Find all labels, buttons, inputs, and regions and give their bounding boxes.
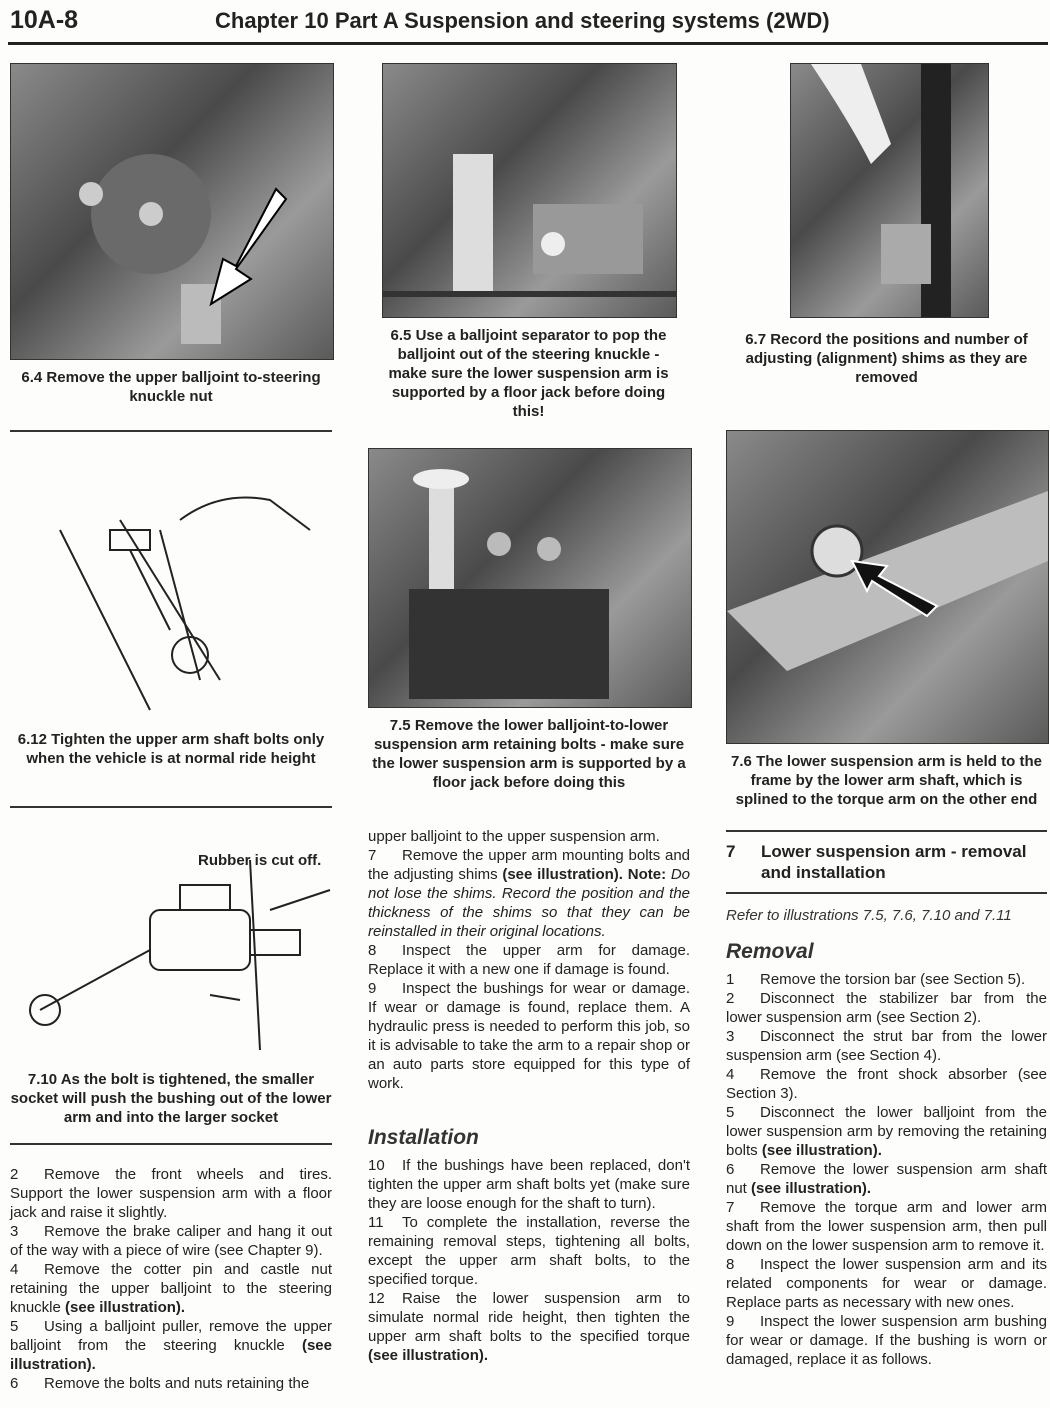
section-title: Lower suspension arm - removal and installation (761, 842, 1027, 882)
caption-7-6: 7.6 The lower suspension arm is held to the frame by the lower arm shaft, which is splined to the torque arm on the other end (731, 753, 1042, 808)
chapter-title: Chapter 10 Part A Suspension and steering systems (2WD) (215, 8, 830, 33)
text-span: 7 (368, 847, 377, 864)
caption-7-5: 7.5 Remove the lower balljoint-to-lower suspension arm retaining bolts - make sure the lower suspension arm is supported by a floor jack before doing this (372, 717, 686, 791)
divider (726, 892, 1047, 894)
text-span: (see illustration). (65, 1299, 186, 1316)
text-span: To complete the installation, reverse the remaining removal steps, tightening all bolts, except the upper arm shaft bolts, to the specified torque. (368, 1214, 690, 1288)
text-span: Note: (627, 866, 667, 883)
text-span: If the bushings have been replaced, don't tighten the upper arm shaft bolts yet (make sure they are loose enough for the shaft to turn). (368, 1157, 690, 1212)
text-span: 5 (10, 1318, 19, 1335)
text-span: Inspect the lower suspension arm bushing for wear or damage. If the bushing is worn or damaged, replace it as follows. (726, 1313, 1047, 1368)
text-span: Do not lose the shims. Record the position and the thickness of the shims so that they can be reinstalled in their original locations. (368, 866, 691, 940)
text-span: 1 (726, 971, 735, 988)
text-span: Disconnect the lower balljoint from the lower suspension arm by removing the retaining bolts (726, 1104, 1047, 1159)
header-rule (8, 42, 1048, 45)
text-span: 3 (10, 1223, 19, 1240)
text-span: 11 (368, 1214, 384, 1231)
text-span: 8 (368, 942, 377, 959)
photo-7-5 (368, 448, 692, 708)
text-span: (see illustration). (368, 1347, 489, 1364)
text-span: Remove the cotter pin and castle nut retaining the upper balljoint to the steering knuckle (10, 1261, 332, 1316)
caption-7-10: 7.10 As the bolt is tightened, the smaller socket will push the bushing out of the lower arm and into the larger socket (10, 1071, 332, 1126)
text-span: Inspect the bushings for wear or damage. If wear or damage is found, replace them. A hydraulic press is needed to perform this job, so it is advisable to take the arm to a repair shop or an auto parts store equipped for this type of work. (368, 980, 690, 1092)
divider (726, 830, 1047, 832)
text-span: 9 (368, 980, 377, 997)
caption-6-5: 6.5 Use a balljoint separator to pop the balljoint out of the steering knuckle - make sure the lower suspension arm is supported by a floor jack before doing this! (388, 327, 669, 420)
text-span: 3 (726, 1028, 735, 1045)
text-span: Remove the front wheels and tires. Support the lower suspension arm with a floor jack and raise it slightly. (10, 1166, 332, 1221)
text-span: Remove the upper arm mounting bolts and the adjusting shims (368, 847, 690, 883)
text-span: Inspect the upper arm for damage. Replace it with a new one if damage is found. (368, 942, 690, 978)
text-span: Disconnect the stabilizer bar from the lower suspension arm (see Section 2). (726, 990, 1047, 1026)
text-span: Inspect the lower suspension arm and its related components for wear or damage. Replace parts as necessary with new ones. (726, 1256, 1047, 1311)
text-span: 6 (726, 1161, 735, 1178)
arrow-icon (211, 189, 286, 304)
text-span: Remove the torque arm and lower arm shaft from the lower suspension arm, then pull down on the lower suspension arm to remove it. (726, 1199, 1047, 1254)
text-span: (see illustration). (751, 1180, 872, 1197)
text-span: 4 (726, 1066, 735, 1083)
body-text-col2 (368, 827, 690, 1093)
text-span: (see illustration). (10, 1337, 332, 1373)
body-text-col1 (10, 1165, 332, 1393)
text-span: 6 (10, 1375, 19, 1392)
text-span: 10 (368, 1157, 385, 1174)
text-span: 8 (726, 1256, 735, 1273)
photo-6-7 (790, 63, 989, 318)
text-span: Using a balljoint puller, remove the upper balljoint from the steering knuckle (10, 1318, 332, 1354)
caption-6-12: 6.12 Tighten the upper arm shaft bolts only when the vehicle is at normal ride height (17, 731, 325, 767)
caption-6-7: 6.7 Record the positions and number of adjusting (alignment) shims as they are removed (745, 331, 1028, 386)
text-span: Disconnect the strut bar from the lower suspension arm (see Section 4). (726, 1028, 1047, 1064)
text-span: 5 (726, 1104, 735, 1121)
refer-note: Refer to illustrations 7.5, 7.6, 7.10 and 7.11 (726, 907, 1012, 924)
section-number: 7 (726, 842, 736, 861)
divider (10, 806, 332, 808)
heading-removal: Removal (726, 940, 814, 963)
body-text-col3 (726, 970, 1047, 1369)
text-span: 7 (726, 1199, 735, 1216)
body-text-col2-installation (368, 1156, 690, 1365)
photo-7-6 (726, 430, 1049, 744)
drawing-7-10 (10, 840, 332, 1065)
drawing-6-12 (40, 470, 320, 720)
caption-6-4: 6.4 Remove the upper balljoint to-steering knuckle nut (21, 369, 321, 405)
text-span: 4 (10, 1261, 19, 1278)
photo-6-4 (10, 63, 334, 360)
divider (10, 1143, 332, 1145)
text-span: (see illustration). (502, 866, 623, 883)
text-span: Remove the brake caliper and hang it out of the way with a piece of wire (see Chapter 9). (10, 1223, 332, 1259)
text-span: 2 (10, 1166, 19, 1183)
text-span: (see illustration). (761, 1142, 882, 1159)
text-span: 2 (726, 990, 735, 1007)
text-span: Remove the torsion bar (see Section 5). (760, 971, 1026, 988)
page-number: 10A-8 (10, 6, 79, 34)
divider (10, 430, 332, 432)
text-span: Raise the lower suspension arm to simulate normal ride height, then tighten the upper arm shaft bolts to the specified torque (368, 1290, 690, 1345)
text-span: Remove the front shock absorber (see Section 3). (726, 1066, 1047, 1102)
text-span: 12 (368, 1290, 385, 1307)
text-span: upper balljoint to the upper suspension arm. (368, 828, 660, 845)
text-span: 9 (726, 1313, 735, 1330)
drawing-label: Rubber is cut off. (198, 852, 322, 869)
heading-installation: Installation (368, 1126, 479, 1149)
text-span: Remove the bolts and nuts retaining the (44, 1375, 310, 1392)
photo-6-5 (382, 63, 677, 318)
text-span: Remove the lower suspension arm shaft nut (726, 1161, 1047, 1197)
